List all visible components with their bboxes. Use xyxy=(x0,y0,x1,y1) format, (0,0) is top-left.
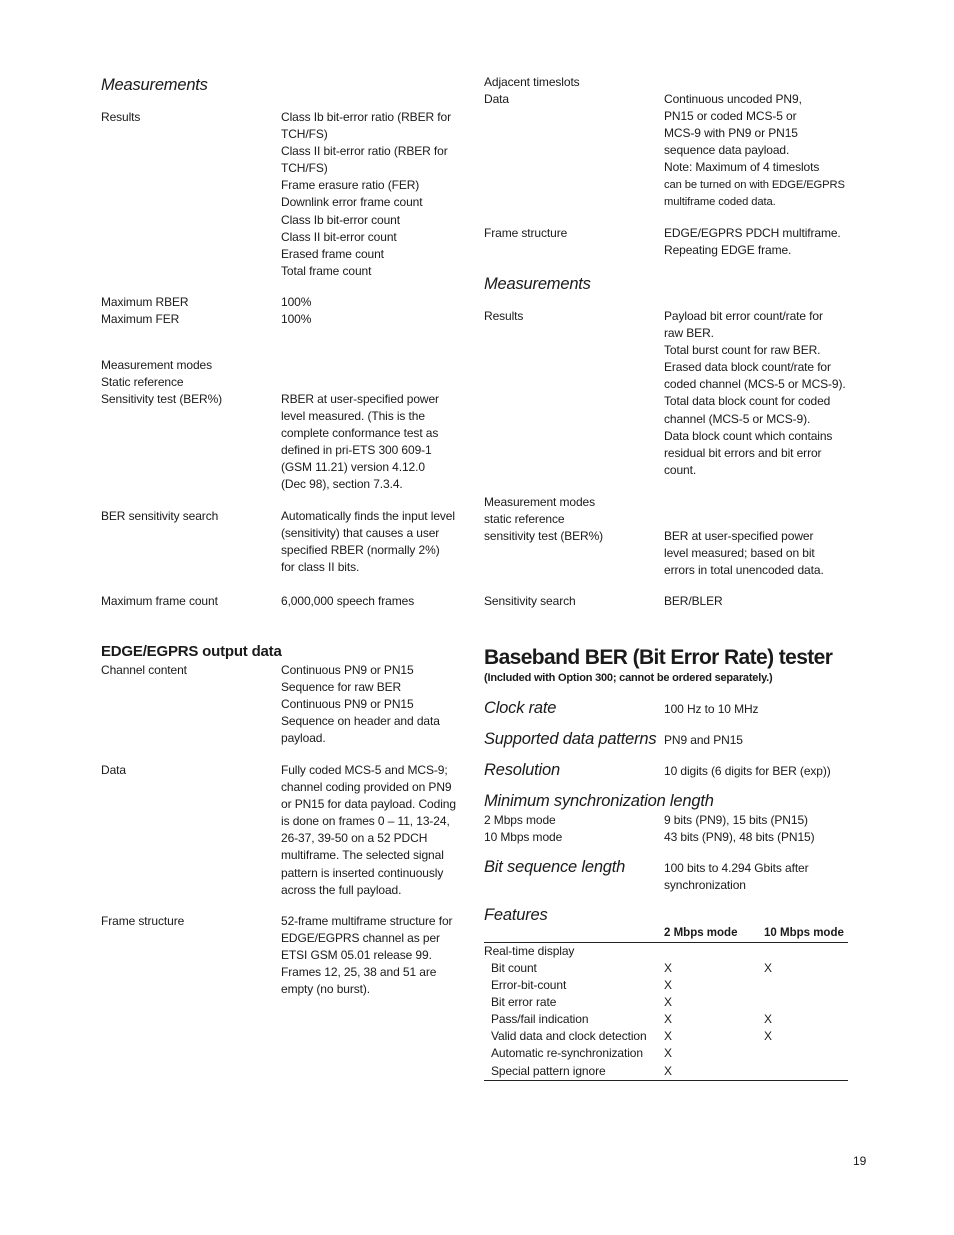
right-modes-label: Measurement modes static reference sensitivity test (BER%) xyxy=(484,495,604,544)
bit-seq-label: Bit sequence length xyxy=(484,858,626,876)
right-frame-value: EDGE/EGPRS PDCH multiframe. Repeating EDGE frame. xyxy=(664,226,841,258)
left-frame-label: Frame structure xyxy=(101,914,185,928)
features-group-label: Real-time display xyxy=(484,944,575,958)
sensitivity-search-label: Sensitivity search xyxy=(484,594,576,608)
max-fer-value: 100% xyxy=(281,312,312,326)
resolution-label: Resolution xyxy=(484,761,560,779)
patterns-value: PN9 and PN15 xyxy=(664,733,743,747)
feature-2mbps-mark: X xyxy=(664,1012,672,1026)
page-number: 19 xyxy=(853,1154,867,1168)
mode10-label: 10 Mbps mode xyxy=(484,830,563,844)
left-data-label: Data xyxy=(101,763,126,777)
feature-2mbps-mark: X xyxy=(664,1046,672,1060)
features-col-2mbps: 2 Mbps mode xyxy=(664,927,738,939)
feature-2mbps-mark: X xyxy=(664,995,672,1009)
min-sync-label: Minimum synchronization length xyxy=(484,792,714,810)
right-modes-value: BER at user-specified power level measured; based on bit errors in total unencoded data. xyxy=(664,529,824,578)
feature-name: Pass/fail indication xyxy=(491,1012,589,1026)
feature-2mbps-mark: X xyxy=(664,961,672,975)
right-data-value-note: can be turned on with EDGE/EGPRS multiframe coded data. xyxy=(664,179,845,209)
right-results-value: Payload bit error count/rate for raw BER. Total burst count for raw BER. Erased data block count/rate for coded channel (MCS-5 or MCS-9). Total data block count for coded channel (MCS-5 or MCS-9). Data block count which contains residual bit errors and bit error count. xyxy=(664,309,846,477)
right-data-value: Continuous uncoded PN9, PN15 or coded MCS-5 or MCS-9 with PN9 or PN15 sequence data payload. Note: Maximum of 4 timeslots xyxy=(664,92,820,175)
left-measurements-heading: Measurements xyxy=(101,76,208,94)
max-rber-value: 100% xyxy=(281,295,312,309)
feature-10mbps-mark: X xyxy=(764,961,772,975)
feature-2mbps-mark: X xyxy=(664,1029,672,1043)
features-label: Features xyxy=(484,906,548,924)
patterns-label: Supported data patterns xyxy=(484,730,657,748)
max-fer-label: Maximum FER xyxy=(101,312,180,326)
left-results-label: Results xyxy=(101,110,141,124)
feature-name: Automatic re-synchronization xyxy=(491,1046,643,1060)
mode2-value: 9 bits (PN9), 15 bits (PN15) xyxy=(664,813,808,827)
feature-name: Special pattern ignore xyxy=(491,1064,606,1078)
bit-seq-value: 100 bits to 4.294 Gbits after synchronization xyxy=(664,861,809,893)
feature-10mbps-mark: X xyxy=(764,1029,772,1043)
left-modes-label: Measurement modes Static reference Sensitivity test (BER%) xyxy=(101,358,223,407)
baseband-note: (Included with Option 300; cannot be ordered separately.) xyxy=(484,672,773,684)
edge-output-heading: EDGE/EGPRS output data xyxy=(101,643,282,660)
adjacent-timeslots-label: Adjacent timeslots xyxy=(484,75,580,89)
mode10-value: 43 bits (PN9), 48 bits (PN15) xyxy=(664,830,815,844)
features-bottom-rule xyxy=(484,1080,848,1081)
channel-content-value: Continuous PN9 or PN15 Sequence for raw BER Continuous PN9 or PN15 Sequence on header and data payload. xyxy=(281,663,440,746)
feature-2mbps-mark: X xyxy=(664,1064,672,1078)
feature-name: Bit error rate xyxy=(491,995,557,1009)
clock-rate-value: 100 Hz to 10 MHz xyxy=(664,702,759,716)
mode2-label: 2 Mbps mode xyxy=(484,813,556,827)
left-modes-value: RBER at user-specified power level measured. (This is the complete conformance test as defined in pri-ETS 300 609-1 (GSM 11.21) version 4.12.0 (Dec 98), section 7.3.4. xyxy=(281,392,439,492)
right-data-label: Data xyxy=(484,92,509,106)
left-frame-value: 52-frame multiframe structure for EDGE/EGPRS channel as per ETSI GSM 05.01 release 99. Frames 12, 25, 38 and 51 are empty (no burst). xyxy=(281,914,453,997)
feature-name: Bit count xyxy=(491,961,537,975)
feature-name: Valid data and clock detection xyxy=(491,1029,647,1043)
resolution-value: 10 digits (6 digits for BER (exp)) xyxy=(664,764,831,778)
right-results-label: Results xyxy=(484,309,524,323)
feature-name: Error-bit-count xyxy=(491,978,567,992)
max-rber-label: Maximum RBER xyxy=(101,295,189,309)
ber-search-value: Automatically finds the input level (sensitivity) that causes a user specified RBER (normally 2%) for class II bits. xyxy=(281,509,455,575)
left-results-value: Class Ib bit-error ratio (RBER for TCH/FS) Class II bit-error ratio (RBER for TCH/FS) Frame erasure ratio (FER) Downlink error frame count Class Ib bit-error count Class II bit-error count Erased frame count Total frame count xyxy=(281,110,451,278)
right-frame-label: Frame structure xyxy=(484,226,568,240)
channel-content-label: Channel content xyxy=(101,663,187,677)
max-frame-value: 6,000,000 speech frames xyxy=(281,594,415,608)
max-frame-label: Maximum frame count xyxy=(101,594,218,608)
ber-search-label: BER sensitivity search xyxy=(101,509,219,523)
features-col-10mbps: 10 Mbps mode xyxy=(764,927,844,939)
feature-2mbps-mark: X xyxy=(664,978,672,992)
feature-10mbps-mark: X xyxy=(764,1012,772,1026)
right-measurements-heading: Measurements xyxy=(484,275,591,293)
clock-rate-label: Clock rate xyxy=(484,699,557,717)
left-data-value: Fully coded MCS-5 and MCS-9; channel coding provided on PN9 or PN15 for data payload. Coding is done on frames 0 – 11, 13-24, 26-37, 39-50 on a 52 PDCH multiframe. The selected signal pattern is inserted continuously across the full payload. xyxy=(281,763,456,897)
baseband-title: Baseband BER (Bit Error Rate) tester xyxy=(484,646,833,669)
sensitivity-search-value: BER/BLER xyxy=(664,594,723,608)
